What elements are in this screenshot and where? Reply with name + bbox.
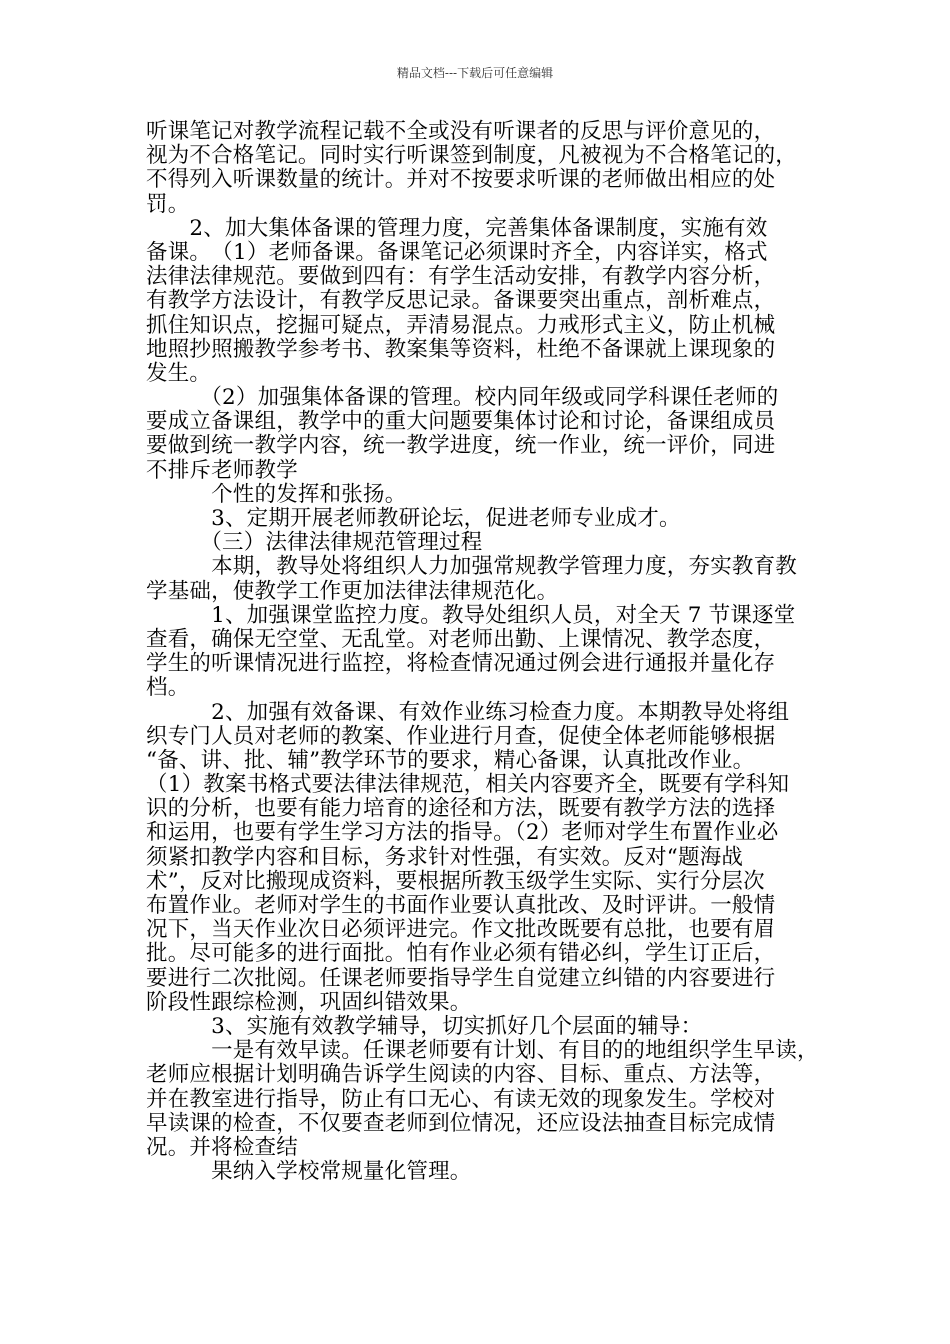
text-line: 听课笔记对教学流程记载不全或没有听课者的反思与评价意见的， [146, 119, 776, 144]
text-line: 发生。 [146, 360, 212, 386]
text-line: 织专门人员对老师的教案、作业进行月查，促使全体老师能够根据 [146, 723, 776, 749]
text-line: 不排斥老师教学 [146, 457, 298, 483]
text-line: 抓住知识点，挖掘可疑点，弄清易混点。力戒形式主义，防止机械 [146, 312, 776, 338]
text-line: 法律法律规范。要做到四有：有学生活动安排，有教学内容分析， [146, 264, 776, 290]
text-line: 况下，当天作业次日必须评进完。作文批改既要有总批，也要有眉 [146, 917, 776, 943]
text-line: 果纳入学校常规量化管理。 [146, 1159, 472, 1185]
text-line: 不得列入听课数量的统计。并对不按要求听课的老师做出相应的处 [146, 167, 776, 193]
text-line: 术”，反对比搬现成资料，要根据所教玉级学生实际、实行分层次 [146, 868, 765, 894]
text-line: 本期，教导处将组织人力加强常规教学管理力度，夯实教育教 [146, 554, 798, 580]
text-line: 阶段性跟综检测，巩固纠错效果。 [146, 989, 472, 1015]
text-line: （三）法律法律规范管理过程 [146, 530, 483, 556]
text-line: 2、加强有效备课、有效作业练习检查力度。本期教导处将组 [146, 699, 790, 725]
text-line: 地照抄照搬教学参考书、教案集等资料，杜绝不备课就上课现象的 [146, 336, 776, 362]
text-line: 个性的发挥和张扬。 [146, 481, 407, 507]
text-line: 老师应根据计划明确告诉学生阅读的内容、目标、重点、方法等， [146, 1062, 776, 1088]
text-line: （1）教案书格式要法律法律规范，相关内容要齐全，既要有学科知 [146, 772, 790, 798]
text-line: 备课。 （1）老师备课。备课笔记必须课时齐全，内容详实，格式 [146, 239, 768, 265]
text-line: 识的分析，也要有能力培育的途径和方法，既要有教学方法的选择 [146, 796, 776, 822]
document-body [146, 119, 819, 1185]
text-line: “备、讲、批、辅”教学环节的要求，精心备课，认真批改作业。 [146, 747, 755, 773]
text-line: 要进行二次批阅。任课老师要指导学生自觉建立纠错的内容要进行 [146, 965, 776, 991]
text-line: 要做到统一教学内容，统一教学进度，统一作业，统一评价，同进 [146, 433, 776, 459]
text-line: 并在教室进行指导，防止有口无心、有读无效的现象发生。学校对 [146, 1086, 776, 1112]
text-line: 学生的听课情况进行监控，将检查情况通过例会进行通报并量化存 [146, 651, 776, 677]
text-line: 布置作业。老师对学生的书面作业要认真批改、及时评讲。一般情 [146, 893, 776, 918]
text-line: 和运用，也要有学生学习方法的指导。（2）老师对学生布置作业必 [146, 820, 779, 846]
text-line: 3、定期开展老师教研论坛，促进老师专业成才。 [146, 506, 681, 531]
text-line: 早读课的检查，不仅要查老师到位情况，还应设法抽查目标完成情 [146, 1110, 776, 1136]
text-line: （2）加强集体备课的管理。校内同年级或同学科课任老师的 [146, 385, 779, 411]
text-line: 学基础，使教学工作更加法律法律规范化。 [146, 578, 559, 604]
text-line: 档。 [146, 675, 190, 701]
text-line: 1、加强课堂监控力度。教导处组织人员，对全天 7 节课逐堂 [146, 602, 796, 628]
text-line: 一是有效早读。任课老师要有计划、有目的的地组织学生早读， [146, 1038, 819, 1064]
text-line: 须紧扣教学内容和目标，务求针对性强，有实效。反对“题海战 [146, 844, 744, 870]
text-line: 2、加大集体备课的管理力度，完善集体备课制度，实施有效 [146, 215, 768, 241]
text-line: 罚。 [146, 191, 190, 217]
page-header: 精品文档---下载后可任意编辑 [396, 66, 554, 80]
text-line: 要成立备课组，教学中的重大问题要集体讨论和讨论，备课组成员 [146, 409, 776, 435]
text-line: 批。尽可能多的进行面批。怕有作业必须有错必纠，学生订正后， [146, 941, 776, 967]
text-line: 有教学方法设计，有教学反思记录。备课要突出重点，剖析难点， [146, 288, 776, 314]
text-line: 视为不合格笔记。同时实行听课签到制度，凡被视为不合格笔记的， [146, 143, 798, 169]
text-line: 查看，确保无空堂、无乱堂。对老师出勤、上课情况、教学态度， [146, 626, 776, 652]
text-line: 3、实施有效教学辅导，切实抓好几个层面的辅导： [146, 1013, 703, 1039]
text-line: 况。并将检查结 [146, 1134, 298, 1160]
